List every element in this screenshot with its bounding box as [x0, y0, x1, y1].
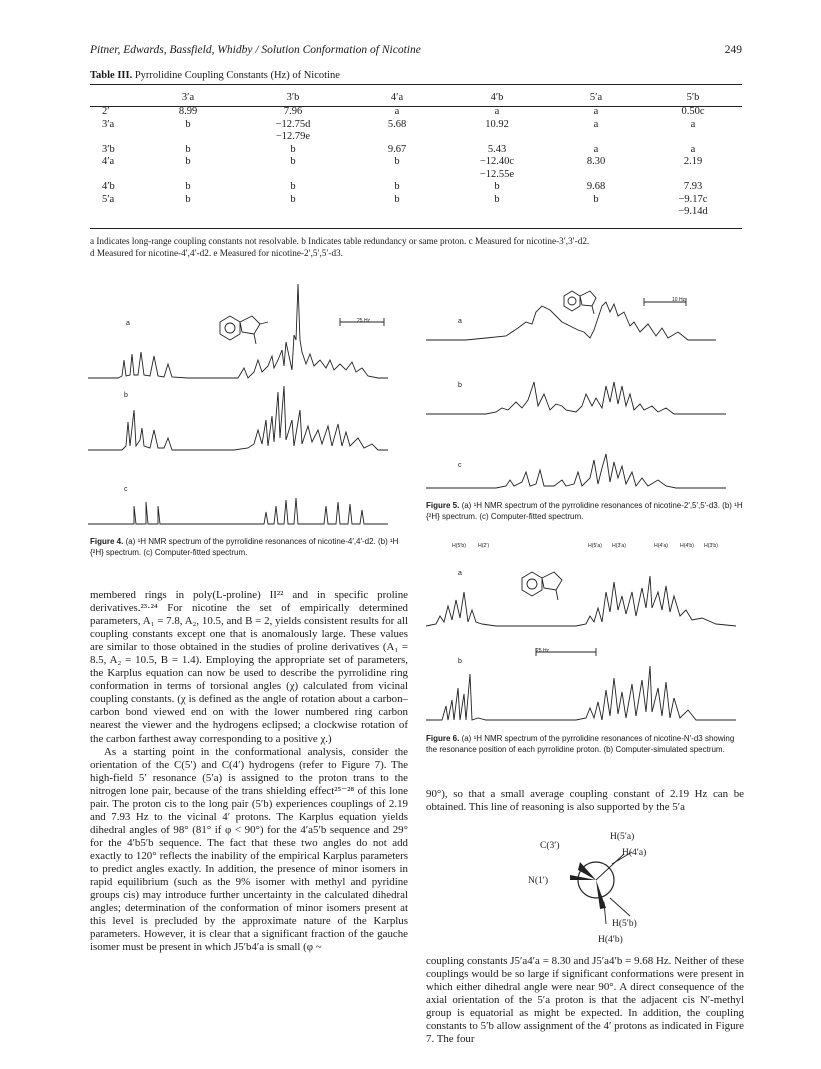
table-cell: b: [494, 181, 500, 192]
table-cell: [138, 131, 238, 144]
figure-5a-trace: [426, 302, 716, 340]
table-header-cell: 5′a: [589, 92, 603, 103]
table-cell: a: [494, 106, 500, 117]
table-cell: b: [290, 143, 296, 155]
table-cell: [548, 206, 644, 219]
table-cell: −12.75d: [275, 118, 311, 130]
table-bottom-rule: [90, 228, 742, 229]
table-cell: 4′b: [102, 181, 115, 192]
nicotine-structure-icon: [220, 316, 268, 344]
table-header-cell: 5′b: [686, 92, 700, 103]
figure-6-label-a: a: [458, 570, 462, 577]
figure-5-caption: [426, 501, 744, 522]
table-cell: b: [290, 156, 296, 167]
table-cell: a: [593, 106, 599, 117]
table-header-cell: 3′b: [286, 92, 300, 103]
paragraph-coupling-constants: coupling constants J5′a4′a = 8.30 and J5′a4′b = 9.68 Hz. Neither of these couplings would be so large if significant conformations were present in which either dihedral angle were near 90°. A direct consequence of the axial orientation of the 5′a proton is that the adjacent cis N′-methyl group is equatorial as might be expected. In addition, the coupling constants to 5′b allow assignment of the 4′ protons as indicated in Figure 7. The four: [426, 955, 744, 1046]
newman-label-h5a: H(5′a): [610, 832, 635, 842]
figure-4-caption-text: (a) ¹H NMR spectrum of the pyrrolidine resonances of nicotine-4′,4′-d2. (b) ¹H {²H} spectrum. (c) Computer-fitted spectrum.: [90, 537, 399, 557]
table-cell: 8.30: [586, 156, 606, 167]
table-cell: 0.50c: [681, 106, 705, 117]
table-footnote-1: a Indicates long-range coupling constants not resolvable. b Indicates table redundancy or same proton. c Measured for nicotine-3′,3′-d2.: [90, 236, 590, 246]
table-header-row: [90, 89, 742, 106]
table-cell: 5.68: [387, 118, 407, 130]
table-cell: 4′a: [102, 156, 115, 167]
table-cell: b: [185, 143, 191, 155]
table-footnote-2: d Measured for nicotine-4′,4′-d2. e Measured for nicotine-2′,5′,5′-d3.: [90, 248, 343, 258]
table-cell: 2′: [102, 106, 110, 117]
table-header-cell: 4′a: [390, 92, 404, 103]
table-cell: b: [394, 156, 400, 167]
table-cell: −12.55e: [479, 168, 515, 180]
table-cell: [446, 206, 548, 219]
figure-4-caption-label: Figure 4.: [90, 537, 124, 546]
table-cell: −9.14d: [678, 206, 708, 217]
newman-label-h4b: H(4′b): [598, 935, 623, 945]
figure-4b-trace: [88, 386, 388, 450]
table-row: [90, 119, 742, 132]
table-row: [90, 131, 742, 144]
table-cell: 10.92: [485, 118, 509, 130]
table-cell: −12.79e: [275, 131, 311, 142]
table-cell: 8.99: [178, 106, 198, 117]
table-cell: a: [690, 118, 696, 130]
figure-6-spectra: [426, 552, 746, 732]
table-cell: [548, 169, 644, 182]
table-cell: [644, 131, 742, 144]
figure-4a-trace: [88, 284, 388, 378]
table-cell: [348, 169, 446, 182]
table-cell: 5.43: [487, 143, 507, 155]
newman-label-c3: C(3′): [540, 841, 560, 851]
table-row: [90, 106, 742, 119]
paragraph-conformational-analysis: As a starting point in the conformational analysis, consider the orientation of the C(5′) and C(4′) hydrogens (refer to Figure 7). The high-field 5′ resonance (5′a) is assigned to the proton trans to the nitrogen lone pair, because of the trans shielding effect²⁵⁻²⁸ of this lone pair. The proton cis to the long pair (5′b) experiences couplings of 2.19 and 7.93 Hz to the vicinal 4′ protons. The Karplus equation yields dihedral angles of 98° (81° if φ < 90°) for the 4′a5′b sequence and 29° for the 4′b5′b sequence. The fact that these two angles do not add exactly to 120° reflects the inability of the empirical Karplus parameters to predict angles exactly. In addition, the presence of minor isomers in rapid equilibrium (such as the 9% isomer with methyl and pyridine groups cis) may introduce further uncertainty in the calculated dihedral angles; determination of the conformation of minor isomers present at this level is precluded by the approximate nature of the Karplus parameters. However, it is clear that a significant fraction of the gauche isomer must be present in which J5′b4′a is small (φ ~: [90, 745, 408, 954]
table-cell: b: [394, 181, 400, 192]
figure-6-label-b: b: [458, 658, 462, 665]
page-number: 249: [724, 44, 742, 56]
table-cell: a: [394, 106, 400, 117]
table-row: [90, 144, 742, 157]
left-column-text: [90, 589, 408, 954]
table-cell: [138, 169, 238, 182]
table-cell: b: [185, 193, 191, 205]
table-cell: 2.19: [683, 156, 703, 167]
table-cell: b: [290, 181, 296, 192]
figure-6-peak-label-h4a: H(4′a): [654, 543, 668, 549]
figure-4-label-c: c: [124, 486, 128, 493]
table-cell: 9.67: [387, 143, 407, 155]
table-cell: b: [290, 193, 296, 205]
figure-5-label-c: c: [458, 462, 462, 469]
table-row: [90, 169, 742, 182]
table-cell: 3′b: [102, 143, 115, 155]
table-cell: [138, 206, 238, 219]
table-cell: [644, 169, 742, 182]
figure-5-label-a: a: [458, 318, 462, 325]
paragraph-continued: 90°), so that a small average coupling constant of 2.19 Hz can be obtained. This line of reasoning is also supported by the 5′a: [426, 788, 744, 814]
table-row: [90, 156, 742, 169]
table-cell: 7.93: [683, 181, 703, 192]
figure-4c-trace: [88, 498, 388, 524]
table-cell: b: [185, 118, 191, 130]
table-cell: [238, 206, 348, 219]
table-cell: 9.68: [586, 181, 606, 192]
figure-4-label-a: a: [126, 320, 130, 327]
figure-5-scale-label: 10 Hz: [672, 297, 686, 303]
table-cell: b: [185, 156, 191, 167]
table-cell: −9.17c: [678, 193, 708, 205]
table-caption: [90, 70, 340, 81]
running-header: [90, 44, 742, 60]
figure-4-scale-label: 25 Hz: [357, 318, 371, 324]
figure-5-caption-text: (a) ¹H NMR spectrum of the pyrrolidine resonances of nicotine-2′,5′,5′-d3. (b) ¹H {²H} spectrum. (c) Computer-fitted spectrum.: [426, 501, 743, 521]
table-cell: [348, 131, 446, 144]
figure-4-caption: [90, 537, 410, 558]
table-cell: [90, 206, 138, 219]
figure-6-peak-label-h4b: H(4′b): [680, 543, 694, 549]
figure-6-peak-label-h3a: H(3′a): [612, 543, 626, 549]
table-header-cell: 4′b: [490, 92, 504, 103]
figure-4-label-b: b: [124, 392, 128, 399]
table-cell: a: [593, 143, 599, 155]
running-title: Pitner, Edwards, Bassfield, Whidby / Solution Conformation of Nicotine: [90, 44, 421, 56]
figure-6-peak-label-h2: H(2′): [478, 543, 490, 549]
table-cell: b: [593, 193, 599, 205]
table-cell: [90, 131, 138, 144]
table-cell: 3′a: [102, 118, 115, 130]
nicotine-nd3-structure-icon: [522, 572, 562, 600]
newman-label-h4a: H(4′a): [622, 848, 647, 858]
figure-5-label-b: b: [458, 382, 462, 389]
table-row: [90, 206, 742, 219]
figure-6-peak-label-h5b: H(5′b): [452, 543, 466, 549]
table-cell: a: [593, 118, 599, 130]
figure-6b-trace: [426, 666, 736, 720]
figure-5-caption-label: Figure 5.: [426, 501, 460, 510]
table-footnotes: [90, 235, 742, 259]
newman-label-h5b: H(5′b): [612, 919, 637, 929]
table-cell: a: [690, 143, 696, 155]
table-cell: [348, 206, 446, 219]
table-cell: b: [394, 193, 400, 205]
right-column-bottom-text: [426, 955, 744, 1046]
figure-6-caption: [426, 734, 744, 755]
table-cell: [446, 131, 548, 144]
table-body: [90, 106, 742, 219]
table-caption-text: Pyrrolidine Coupling Constants (Hz) of Nicotine: [132, 70, 340, 81]
table-top-rule: [90, 84, 742, 85]
table-cell: b: [185, 181, 191, 192]
table-row: [90, 181, 742, 194]
paragraph-karplus: membered rings in poly(L-proline) II²² and in specific proline derivatives.²³·²⁴ For nicotine the set of empirically determined parameters, A₁ = 7.8, A₂, 10.5, and B = 2, yields consistent results for all coupling constants except one that is anomalously large. These values are similar to those obtained in the studies of proline derivatives (A₁ = 8.5, A₂ = 10.5, B = 1.4). Employing the appropriate set of parameters, the Karplus equation can now be used to describe the pyrrolidine ring conformation in terms of torsional angles (χ) calculated from vicinal coupling constants. (χ is defined as the angle of rotation about a carbon–carbon bond viewed end on with the lower numbered ring carbon nearest the viewer and the hydrogens eclipsed; a clockwise rotation of the carbon farthest away corresponding to a positive χ.): [90, 589, 408, 745]
table-header-cell: [90, 89, 138, 106]
figure-5b-trace: [426, 382, 726, 414]
right-column-top-text: [426, 788, 744, 814]
table-cell: 7.96: [283, 106, 303, 117]
table-cell: 5′a: [102, 193, 115, 205]
table-header-cell: 3′a: [181, 92, 195, 103]
figure-6-caption-label: Figure 6.: [426, 734, 460, 743]
figure-6-scale-label: 25 Hz: [536, 648, 550, 654]
table-cell: b: [494, 193, 500, 205]
coupling-constants-table: [90, 89, 742, 219]
figure-5c-trace: [426, 454, 726, 488]
table-cell: −12.40c: [479, 156, 515, 167]
table-row: [90, 194, 742, 207]
table-caption-label: Table III.: [90, 70, 133, 81]
figure-5-spectra: [426, 282, 746, 500]
table-cell: [548, 131, 644, 144]
figure-6a-trace: [426, 576, 736, 626]
table-cell: [90, 169, 138, 182]
nicotine-d3-structure-icon: [564, 291, 596, 314]
newman-label-n1: N(1′): [528, 876, 549, 886]
table-cell: [238, 169, 348, 182]
figure-6-peak-label-h3b: H(3′b): [704, 543, 718, 549]
figure-6-peak-label-h5a: H(5′a): [588, 543, 602, 549]
figure-6-caption-text: (a) ¹H NMR spectrum of the pyrrolidine resonances of nicotine-N′-d3 showing the resonance position of each pyrrolidine proton. (b) Computer-simulated spectrum.: [426, 734, 735, 754]
